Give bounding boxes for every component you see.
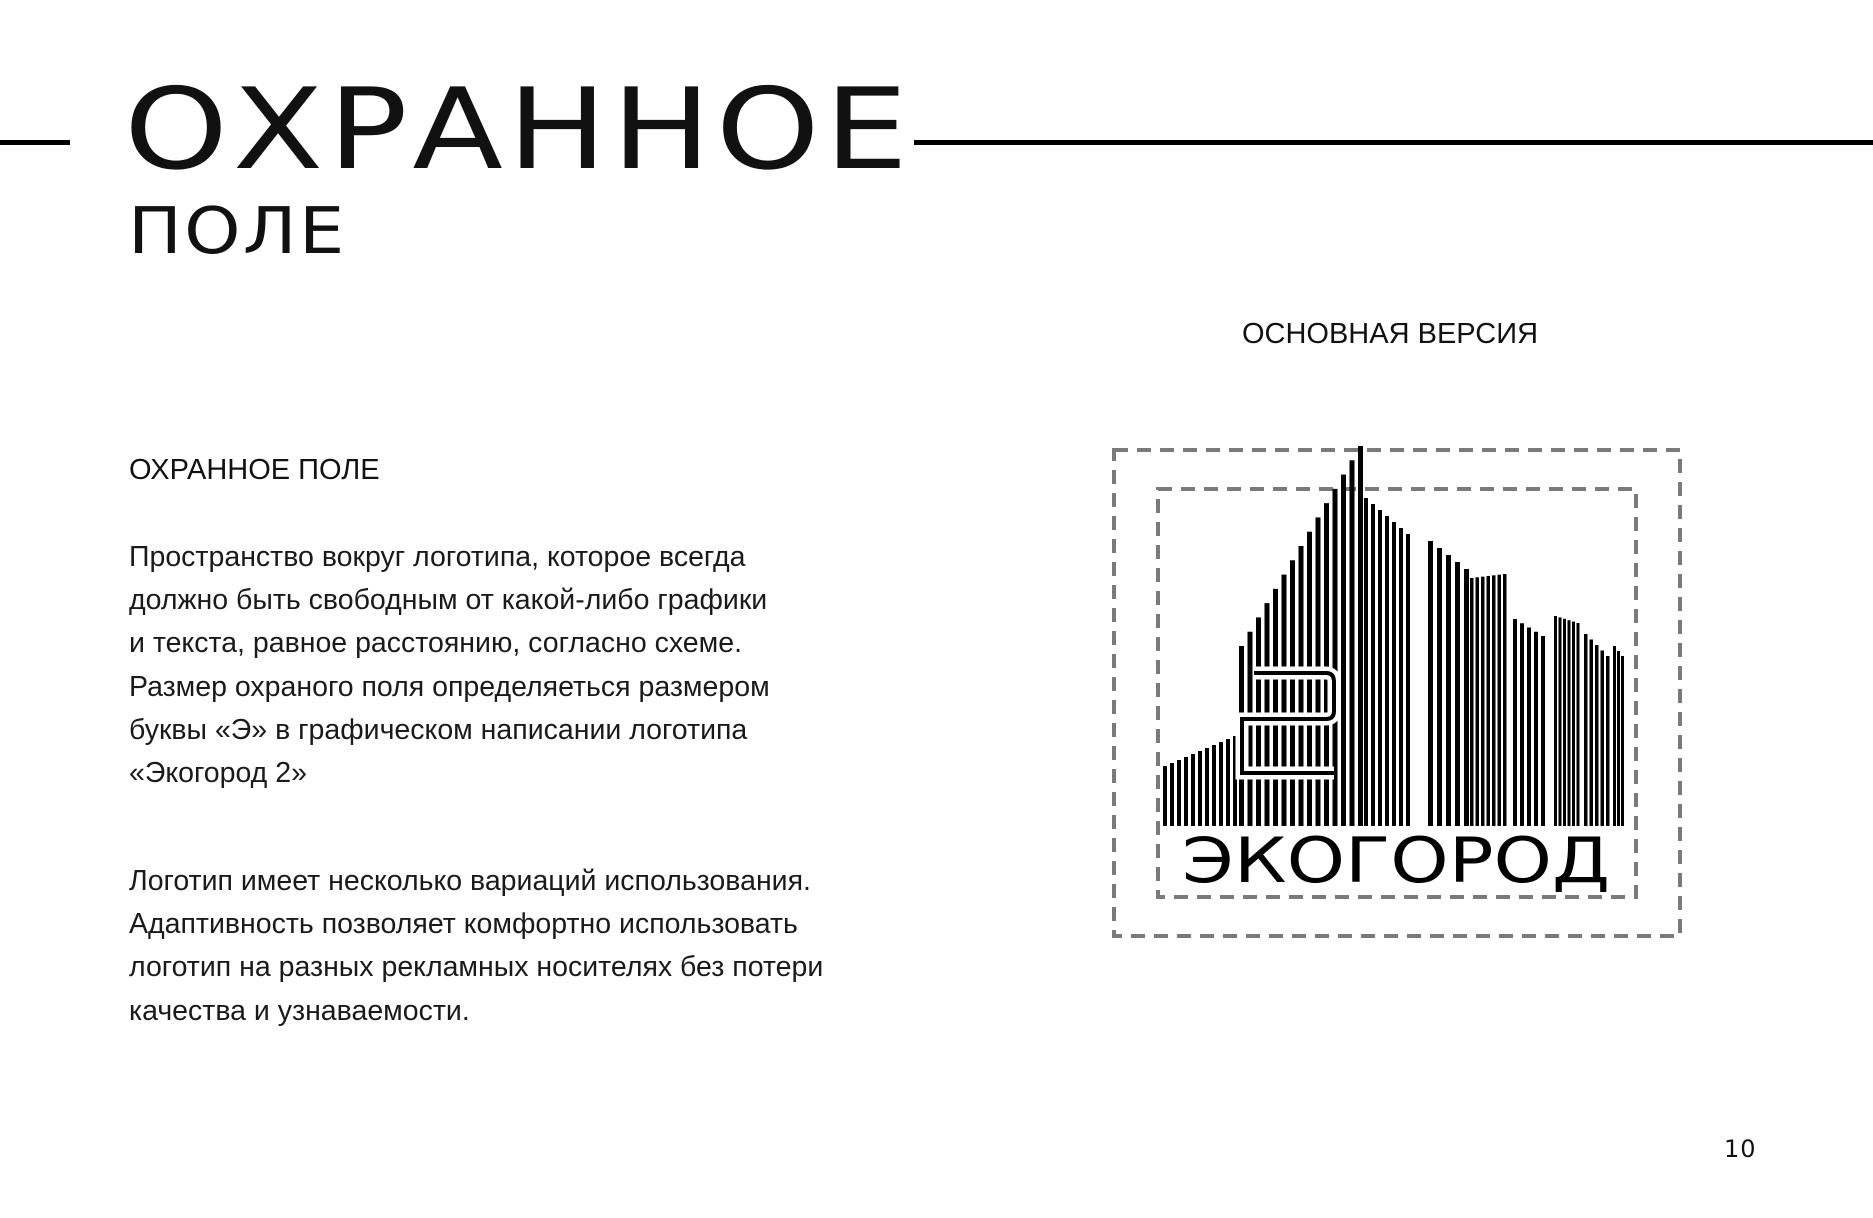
logo-bar: [1470, 578, 1474, 826]
logo-bar: [1572, 622, 1575, 826]
logo-bar: [1399, 528, 1403, 826]
logo-bar: [1358, 446, 1363, 826]
clearspace-description: [129, 536, 770, 795]
logo-bar: [1341, 475, 1346, 826]
logo-bar: [1527, 628, 1531, 827]
logo-bar: [1205, 748, 1209, 826]
logo-wordmark: ЭКОГОРОД: [1182, 824, 1610, 897]
logo-bar: [1226, 739, 1230, 826]
logo-bar: [1513, 619, 1517, 826]
logo-bar: [1498, 575, 1502, 826]
page-subtitle: ПОЛЕ: [128, 195, 347, 269]
paragraph-line: Адаптивность позволяет комфортно использовать: [129, 908, 798, 941]
logo-bar: [1170, 763, 1174, 826]
logo-version-label: ОСНОВНАЯ ВЕРСИЯ: [1241, 318, 1539, 350]
logo-bar: [1621, 656, 1624, 826]
logo-bar: [1617, 651, 1620, 826]
paragraph-line: логотип на разных рекламных носителях без потери: [129, 951, 824, 984]
paragraph-line: должно быть свободным от какой-либо графики: [129, 584, 768, 617]
logo-bar: [1455, 562, 1460, 826]
logo-bar: [1584, 634, 1588, 826]
logo-bar: [1613, 646, 1616, 826]
logo-bar: [1503, 574, 1507, 826]
logo-bar: [1487, 576, 1491, 826]
logo-bar: [1577, 623, 1580, 826]
logo-bar: [1590, 640, 1594, 827]
logo-bar: [1299, 546, 1304, 826]
logo-bar: [1350, 460, 1355, 826]
paragraph-line: качества и узнаваемости.: [129, 994, 470, 1027]
logo-bar: [1606, 656, 1610, 826]
page-number: 10: [1724, 1135, 1757, 1163]
logo-bar: [1492, 575, 1496, 826]
logo-bar: [1595, 645, 1599, 826]
logo-bar: [1273, 589, 1278, 826]
logo-bar: [1481, 577, 1485, 826]
logo-variations-description: [129, 860, 823, 1033]
logo-bar: [1191, 754, 1195, 826]
section-heading: ОХРАННОЕ ПОЛЕ: [129, 454, 380, 486]
title-rule-left: [0, 140, 70, 145]
logo-building-mark: [1163, 446, 1624, 826]
paragraph-line: «Экогород 2»: [129, 757, 307, 790]
logo-bar: [1541, 636, 1545, 826]
paragraph-line: Размер охраного поля определяеться размером: [129, 670, 770, 703]
logo-bar: [1428, 541, 1433, 826]
logo-bar: [1212, 745, 1216, 826]
logo-bar: [1290, 560, 1295, 826]
logo-bar: [1198, 751, 1202, 826]
logo-diagram-svg: [1108, 446, 1686, 942]
logo-bar: [1559, 617, 1562, 826]
logo-bar: [1282, 575, 1287, 826]
logo-bar: [1554, 616, 1557, 826]
logo-clearspace-diagram: [1108, 446, 1686, 942]
logo-bar: [1437, 548, 1442, 826]
logo-bar: [1392, 522, 1396, 826]
logo-bar: [1219, 742, 1223, 826]
logo-bar: [1177, 760, 1181, 826]
logo-bar: [1534, 632, 1538, 826]
paragraph-line: буквы «Э» в графическом написании логотипа: [129, 713, 748, 746]
logo-bar: [1371, 504, 1375, 826]
paragraph-line: Логотип имеет несколько вариаций использования.: [129, 865, 811, 897]
logo-bar: [1385, 516, 1389, 826]
logo-bar: [1464, 569, 1469, 826]
logo-bar: [1601, 651, 1605, 827]
logo-bar: [1563, 619, 1566, 826]
logo-bar: [1476, 577, 1480, 826]
logo-bar: [1163, 766, 1167, 826]
logo-bar: [1568, 620, 1571, 826]
logo-bar: [1520, 623, 1524, 826]
logo-bar: [1364, 498, 1368, 826]
logo-bar: [1446, 555, 1451, 826]
paragraph-line: Пространство вокруг логотипа, которое всегда: [129, 541, 746, 573]
title-rule-right: [914, 140, 1873, 145]
logo-bar: [1406, 534, 1410, 826]
paragraph-line: и текста, равное расстоянию, согласно схеме.: [129, 627, 742, 660]
page-title: ОХРАННОЕ: [124, 65, 913, 195]
logo-bar: [1378, 510, 1382, 826]
logo-bar: [1184, 757, 1188, 826]
